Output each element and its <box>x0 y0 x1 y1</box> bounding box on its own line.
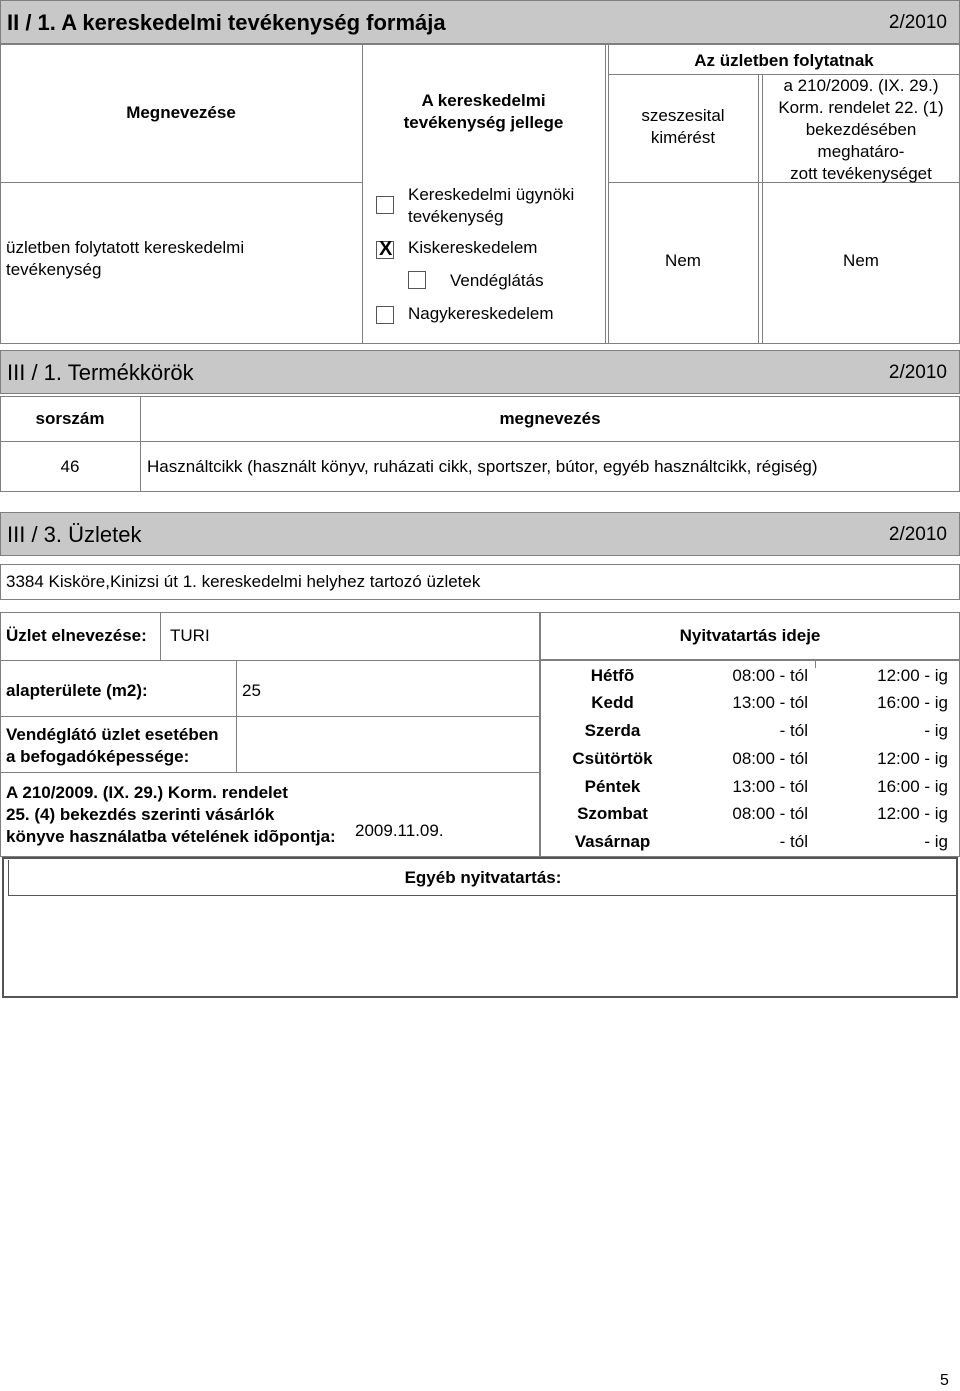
book-label-line1: A 210/2009. (IX. 29.) Korm. rendelet <box>6 783 288 802</box>
col-reg-line2: Korm. rendelet 22. (1) <box>778 98 944 117</box>
col-nature-line1: A kereskedelmi <box>421 91 546 110</box>
section-title: II / 1. A kereskedelmi tevékenység formája <box>7 10 446 35</box>
agent-checkbox[interactable] <box>376 196 394 214</box>
book-label-line2: 25. (4) bekezdés szerinti vásárlók <box>6 805 275 824</box>
col-nature-header <box>362 90 605 134</box>
day-row-monday <box>540 663 958 690</box>
page-number: 5 <box>940 1372 949 1389</box>
shop-address: 3384 Kisköre,Kinizsi út 1. kereskedelmi helyhez tartozó üzletek <box>6 572 481 591</box>
book-date-value: 2009.11.09. <box>355 821 444 840</box>
wholesale-label: Nagykereskedelem <box>408 304 554 323</box>
day-row-tuesday <box>540 690 958 717</box>
day-from: 13:00 - tól <box>732 777 808 796</box>
day-to: - ig <box>924 832 948 851</box>
day-to: 16:00 - ig <box>877 777 948 796</box>
col-nature-line2: tevékenység jellege <box>403 113 564 132</box>
day-to: 12:00 - ig <box>877 804 948 823</box>
other-hours-label: Egyéb nyitvatartás: <box>404 868 562 887</box>
col-reg-line1: a 210/2009. (IX. 29.) <box>783 76 939 95</box>
catering-checkbox[interactable] <box>408 271 426 289</box>
section-date: 2/2010 <box>888 12 947 33</box>
section-date: 2/2010 <box>888 362 947 383</box>
day-from: 08:00 - tól <box>732 666 808 685</box>
col-product-name-header: megnevezés <box>499 409 601 428</box>
row-name-line1: üzletben folytatott kereskedelmi <box>6 238 245 257</box>
section-header-product-groups <box>0 350 960 394</box>
area-label: alapterülete (m2): <box>6 681 148 700</box>
product-row-number: 46 <box>60 457 80 476</box>
day-name: Hétfõ <box>590 666 635 685</box>
day-to: 16:00 - ig <box>877 693 948 712</box>
col-regulation-header <box>762 75 960 185</box>
col-alcohol-header <box>608 105 758 149</box>
section-title: III / 1. Termékkörök <box>7 360 194 385</box>
capacity-label <box>6 724 219 768</box>
col-reg-line4: meghatáro- <box>817 142 905 161</box>
wholesale-checkbox[interactable] <box>376 306 394 324</box>
day-from: 13:00 - tól <box>732 693 808 712</box>
retail-label: Kiskereskedelem <box>408 238 538 257</box>
day-from: - tól <box>779 721 808 740</box>
section-header-shops <box>0 512 960 556</box>
col-reg-line5: zott tevékenységet <box>790 164 932 183</box>
opening-hours-days <box>540 663 958 855</box>
day-to: 12:00 - ig <box>877 749 948 768</box>
alcohol-value: Nem <box>665 251 701 270</box>
section-date: 2/2010 <box>888 524 947 545</box>
day-from: 08:00 - tól <box>732 749 808 768</box>
day-name: Kedd <box>591 693 634 712</box>
day-name: Szerda <box>584 721 641 740</box>
day-row-saturday <box>540 801 958 828</box>
col-alcohol-line2: kimérést <box>650 128 716 147</box>
product-row-name: Használtcikk (használt könyv, ruházati cikk, sportszer, bútor, egyéb használtcikk, régiség) <box>147 457 818 476</box>
day-to: - ig <box>924 721 948 740</box>
day-name: Csütörtök <box>572 749 653 768</box>
day-from: - tól <box>779 832 808 851</box>
opening-hours-title: Nyitvatartás ideje <box>679 626 821 645</box>
capacity-label-line1: Vendéglátó üzlet esetében <box>6 725 219 744</box>
col-name-header: Megnevezése <box>126 103 236 122</box>
agent-label <box>408 184 574 228</box>
section-title: III / 3. Üzletek <box>7 522 142 547</box>
catering-label: Vendéglátás <box>450 271 544 290</box>
col-alcohol-line1: szeszesital <box>641 106 725 125</box>
shop-name-value: TURI <box>170 626 210 645</box>
row-name <box>6 237 244 281</box>
day-name: Péntek <box>584 777 641 796</box>
retail-checkbox[interactable] <box>376 241 394 259</box>
day-from: 08:00 - tól <box>732 804 808 823</box>
agent-label-line1: Kereskedelmi ügynöki <box>408 185 575 204</box>
book-label-line3: könyve használatba vételének idõpontja: <box>6 827 336 846</box>
day-row-sunday <box>540 829 958 856</box>
col-reg-line3: bekezdésében <box>805 120 917 139</box>
section-header-activity-form <box>0 0 960 44</box>
regulation-value: Nem <box>843 251 879 270</box>
day-row-thursday <box>540 746 958 773</box>
col-group-header: Az üzletben folytatnak <box>694 51 874 70</box>
col-number-header: sorszám <box>35 409 105 428</box>
day-name: Vasárnap <box>574 832 651 851</box>
day-to: 12:00 - ig <box>877 666 948 685</box>
row-name-line2: tevékenység <box>6 260 102 279</box>
shop-name-label: Üzlet elnevezése: <box>6 626 147 645</box>
agent-label-line2: tevékenység <box>408 207 504 226</box>
area-value: 25 <box>242 681 261 700</box>
capacity-label-line2: a befogadóképessége: <box>6 747 190 766</box>
day-name: Szombat <box>577 804 648 823</box>
day-row-wednesday <box>540 718 958 745</box>
day-row-friday <box>540 774 958 801</box>
book-label <box>6 782 336 848</box>
